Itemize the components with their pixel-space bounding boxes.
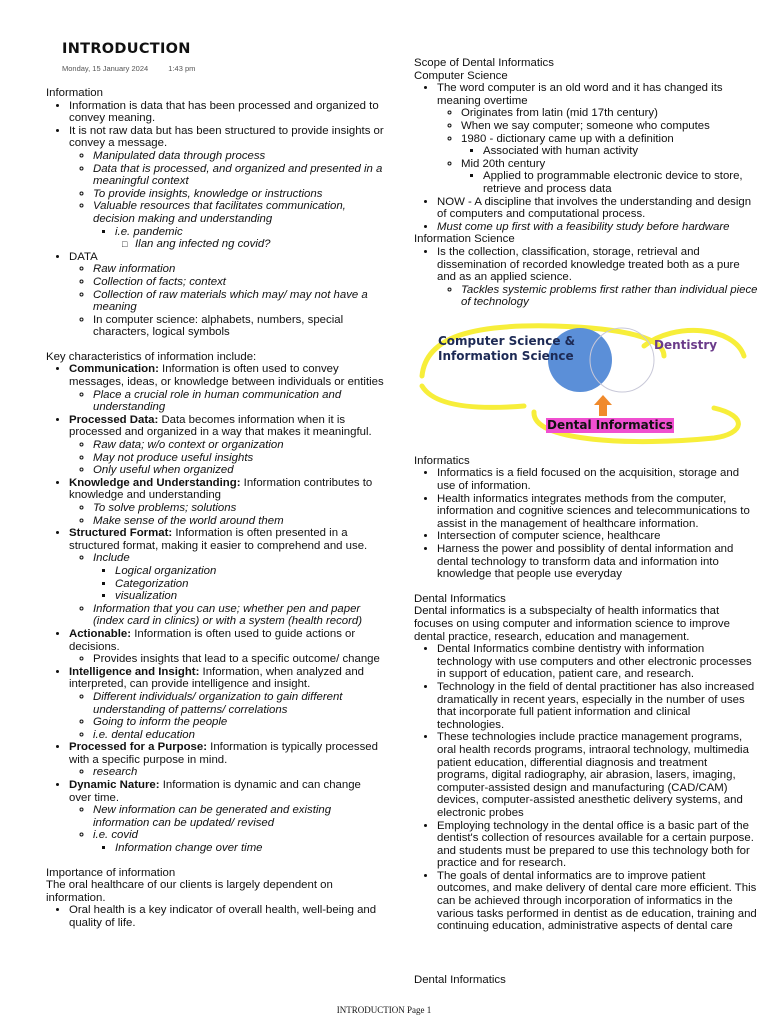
list-item: ◦ Originates from latin (mid 17th century) (461, 107, 760, 120)
list-item: ◦ To provide insights, knowledge or instructions (93, 188, 386, 201)
list-item: • Informatics is a field focused on the acquisition, storage and use of information. (437, 467, 760, 492)
list-item: ◦ Provides insights that lead to a specific outcome/ change (93, 653, 386, 666)
list-item: ◦ Going to inform the people (93, 716, 386, 729)
list-item: • Employing technology in the dental office is a basic part of the dentist's collection of resources available for a certain purpose. and students must be prepared to use this technology both for practice and for research. (437, 820, 760, 870)
list-item: • Information is data that has been processed and organized to convey meaning. (69, 100, 386, 125)
list-item: ◦ In computer science: alphabets, numbers, special characters, logical symbols (93, 314, 386, 339)
list-item: ◦ Raw data; w/o context or organization (93, 439, 386, 452)
list-item: • The goals of dental informatics are to improve patient outcomes, and make delivery of dental care more efficient. This can be achieved through incorporation of informatics in the various tasks performed in dentist as de education, training and continuing education, administrative aspects of dental care (437, 870, 760, 933)
list-item: • These technologies include practice management programs, oral health records programs, intraoral technology, multimedia patient education, differential diagnosis and treatment programs, digital radiography, air abrasion, lasers, imaging, computer-assisted design and manufacturing (CAD/CAM) devices, computer-assisted anesthetic delivery systems, and electronic probes (437, 731, 760, 819)
list-item: ◦ Different individuals/ organization to gain different understanding of patterns/ correlations (93, 691, 386, 716)
list-item: ◦ Include ▪ Logical organization ▪ Categorization ▪ visualization (93, 552, 386, 602)
di-list (414, 643, 760, 933)
diagram-cs-label: Computer Science & Information Science (438, 333, 576, 363)
list-item: ◦ When we say computer; someone who computes (461, 120, 760, 133)
list-item: • Actionable: Information is often used to guide actions or decisions. ◦ Provides insights that lead to a specific outcome/ change (69, 628, 386, 666)
list-item: • Communication: Information is often used to convey messages, ideas, or knowledge between individuals or entities ◦ Place a crucial role in human communication and understanding (69, 363, 386, 413)
list-item: ◦ May not produce useful insights (93, 452, 386, 465)
page-time: 1:43 pm (168, 64, 196, 73)
list-item: • NOW - A discipline that involves the understanding and design of computers and computational process. (437, 196, 760, 221)
list-item: ◦ Place a crucial role in human communication and understanding (93, 389, 386, 414)
list-item: ◦ Collection of raw materials which may/ may not have a meaning (93, 289, 386, 314)
is-list (414, 246, 760, 309)
list-item: • It is not raw data but has been structured to provide insights or convey a message. ◦ Manipulated data through process ◦ Data that is processed, and organized and presented in a meaningful context ◦ To provide insights, knowledge or instructions ◦ Valuable resources that facilitates communication, decision making and understanding ▪ i.e. pandemic □ Ilan ang infected ng covid? (69, 125, 386, 251)
right-column (414, 57, 760, 933)
list-item: ◦ New information can be generated and existing information can be updated/ revised (93, 804, 386, 829)
list-item: • Must come up first with a feasibility study before hardware (437, 221, 760, 234)
importance-heading: Importance of information (46, 866, 176, 879)
diagram-di-label: Dental Informatics (547, 417, 673, 432)
scope-heading: Scope of Dental Informatics (414, 57, 554, 69)
list-item: • Harness the power and possiblity of dental information and dental technology to transform data and information into knowledge that people use everyday (437, 543, 760, 581)
highlight-stroke (422, 386, 524, 407)
left-column (46, 87, 386, 929)
importance-list (46, 904, 386, 929)
list-item: ◦ Data that is processed, and organized and presented in a meaningful context (93, 163, 386, 188)
list-item: • Dynamic Nature: Information is dynamic and can change over time. ◦ New information can be generated and existing information can be updated/ revised ◦ i.e. covid ▪ Information change over time (69, 779, 386, 855)
list-item: ◦ Collection of facts; context (93, 276, 386, 289)
list-item: ◦ Mid 20th century ▪ Applied to programmable electronic device to store, retrieve and process data (461, 158, 760, 196)
list-item: ◦ To solve problems; solutions (93, 502, 386, 515)
list-item: • Oral health is a key indicator of overall health, well-being and quality of life. (69, 904, 386, 929)
list-item: ▪ visualization (115, 590, 386, 603)
list-item: ◦ Make sense of the world around them (93, 515, 386, 528)
list-item: • Dental Informatics combine dentistry with information technology with use computers and other electronic processes in support of education, patient care, and research. (437, 643, 760, 681)
di-heading: Dental Informatics (414, 592, 506, 605)
list-item: ◦ Information that you can use; whether pen and paper (index card in clinics) or with a system (health record) (93, 603, 386, 628)
list-item: • Intelligence and Insight: Information, when analyzed and interpreted, can provide intelligence and insight. ◦ Different individuals/ organization to gain different understanding of patterns/ correlations ◦ Going to inform the people ◦ i.e. dental education (69, 666, 386, 742)
arrow-shaft (599, 404, 607, 416)
informatics-heading: Informatics (414, 454, 470, 467)
list-item: ▪ Applied to programmable electronic device to store, retrieve and process data (483, 170, 760, 195)
list-item: □ Ilan ang infected ng covid? (135, 238, 386, 251)
list-item: ▪ Information change over time (115, 842, 386, 855)
arrow-head (594, 395, 612, 405)
importance-text: The oral healthcare of our clients is largely dependent on information. (46, 879, 333, 904)
key-characteristics-list (46, 363, 386, 854)
cs-list (414, 82, 760, 233)
list-item: ▪ Associated with human activity (483, 145, 760, 158)
list-item: ◦ Raw information (93, 263, 386, 276)
list-item: • Processed for a Purpose: Information is typically processed with a specific purpose in mind. ◦ research (69, 741, 386, 779)
venn-diagram (414, 316, 760, 448)
list-item: • Intersection of computer science, healthcare (437, 530, 760, 543)
list-item: ◦ i.e. covid ▪ Information change over time (93, 829, 386, 854)
page-footer: INTRODUCTION Page 1 (336, 1005, 432, 1015)
information-heading: Information (46, 87, 103, 99)
list-item: • Technology in the field of dental practitioner has also increased dramatically in recent years, especially in the number of uses that incorporate full patient information and clinical technologies. (437, 681, 760, 731)
di-text: Dental informatics is a subspecialty of health informatics that focuses on using computer and information science to improve dental practice, research, education and management. (414, 605, 730, 643)
list-item: ◦ 1980 - dictionary came up with a definition ▪ Associated with human activity (461, 133, 760, 158)
list-item: ▪ Logical organization (115, 565, 386, 578)
page-date: Monday, 15 January 2024 (62, 64, 149, 73)
information-list (46, 100, 386, 339)
is-heading: Information Science (414, 233, 515, 246)
list-item: • Structured Format: Information is often presented in a structured format, making it easier to comprehend and use. ◦ Include ▪ Logical organization ▪ Categorization ▪ visualization ◦ Information that you can use; whether pen and paper (index card in clinics) or with a system (health record) (69, 527, 386, 628)
cutoff-heading: Dental Informatics (414, 974, 506, 986)
list-item: • DATA ◦ Raw information ◦ Collection of facts; context ◦ Collection of raw materials which may/ may not have a meaning ◦ In computer science: alphabets, numbers, special characters, logical symbols (69, 251, 386, 339)
list-item: ◦ Only useful when organized (93, 464, 386, 477)
list-item: • Health informatics integrates methods from the computer, information and cognitive sciences and telecommunications to assist in the management of healthcare information. (437, 493, 760, 531)
list-item: ◦ research (93, 766, 386, 779)
list-item: ◦ i.e. dental education (93, 729, 386, 742)
cs-heading: Computer Science (414, 69, 508, 82)
list-item: ▪ i.e. pandemic □ Ilan ang infected ng covid? (115, 226, 386, 251)
list-item: • Processed Data: Data becomes information when it is processed and organized in a way that makes it meaningful. ◦ Raw data; w/o context or organization ◦ May not produce useful insights ◦ Only useful when organized (69, 414, 386, 477)
diagram-dentistry-label: Dentistry (654, 337, 718, 352)
informatics-list (414, 467, 760, 580)
list-item: ▪ Categorization (115, 578, 386, 591)
page-meta (62, 64, 213, 73)
list-item: • Is the collection, classification, storage, retrieval and dissemination of recorded knowledge treated both as a pure and as an applied science. ◦ Tackles systemic problems first rather than individual piece of technology (437, 246, 760, 309)
list-item: ◦ Manipulated data through process (93, 150, 386, 163)
list-item: • The word computer is an old word and it has changed its meaning overtime ◦ Originates from latin (mid 17th century) ◦ When we say computer; someone who computes ◦ 1980 - dictionary came up with a definition ▪ Associated with human activity ◦ Mid 20th century ▪ Applied to programmable electronic device to store, retrieve and process data (437, 82, 760, 195)
page-title: INTRODUCTION (62, 41, 191, 57)
list-item: • Knowledge and Understanding: Information contributes to knowledge and understanding ◦ To solve problems; solutions ◦ Make sense of the world around them (69, 477, 386, 527)
list-item: ◦ Valuable resources that facilitates communication, decision making and understanding ▪ i.e. pandemic □ Ilan ang infected ng covid? (93, 200, 386, 250)
list-item: ◦ Tackles systemic problems first rather than individual piece of technology (461, 284, 760, 309)
key-characteristics-heading: Key characteristics of information include: (46, 350, 257, 363)
